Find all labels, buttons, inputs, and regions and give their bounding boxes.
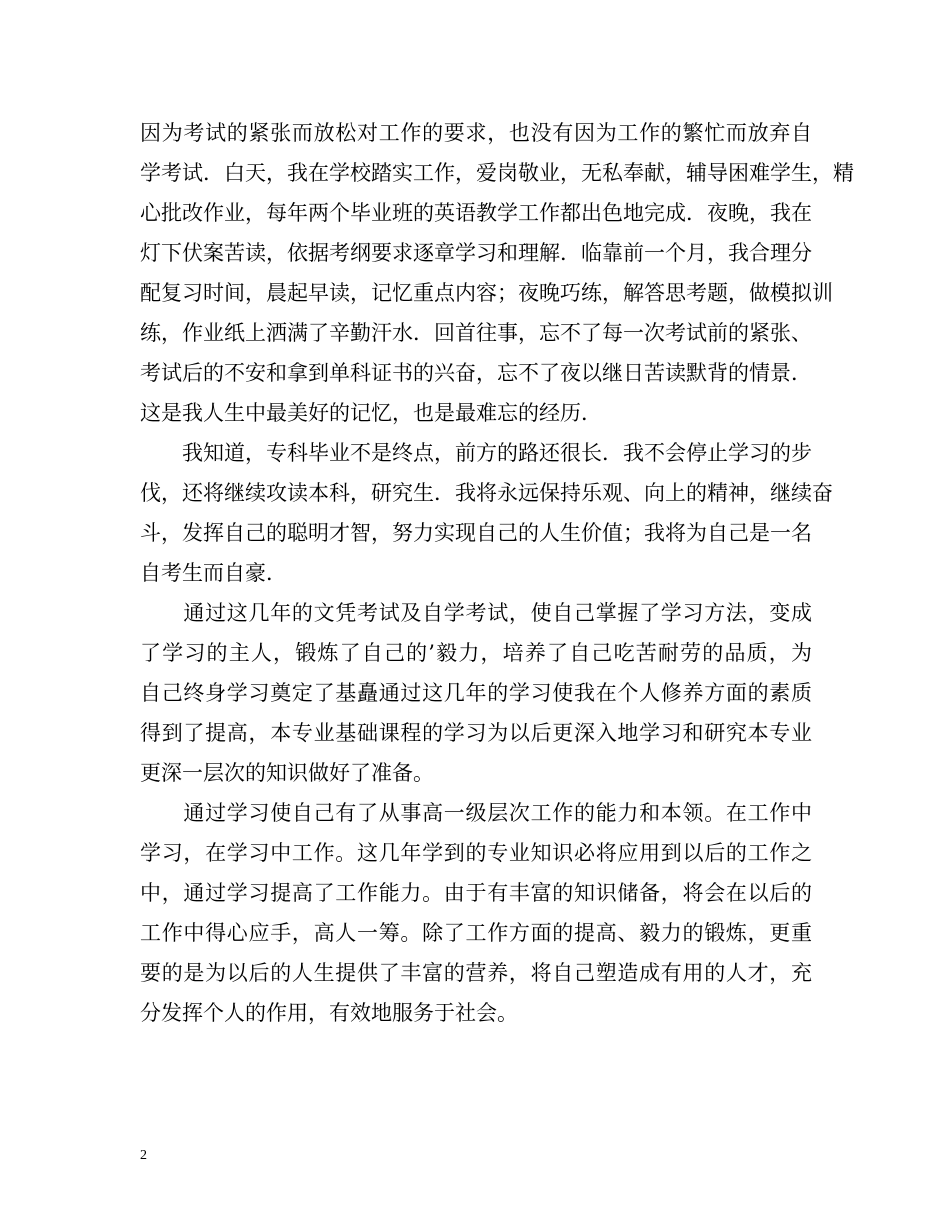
paragraph-exam-experience [140, 113, 854, 433]
text-line: 斗，发挥自己的聪明才智，努力实现自己的人生价值；我将为自己是一名 [140, 521, 812, 545]
text-line: 考试后的不安和拿到单科证书的兴奋，忘不了夜以继日苦读默背的情景． [140, 361, 812, 385]
text-line: 了学习的主人，锻炼了自己的’毅力，培养了自己吃苦耐劳的品质，为 [140, 641, 812, 665]
text-line: 中，通过学习提高了工作能力。由于有丰富的知识储备，将会在以后的 [140, 881, 812, 905]
text-line: 自己终身学习奠定了基矗通过这几年的学习使我在个人修养方面的素质 [140, 681, 812, 705]
text-line: 灯下伏案苦读，依据考纲要求逐章学习和理解．临靠前一个月，我合理分 [140, 241, 812, 265]
text-line: 学习，在学习中工作。这几年学到的专业知识必将应用到以后的工作之 [140, 841, 812, 865]
text-line: 伐，还将继续攻读本科，研究生．我将永远保持乐观、向上的精神，继续奋 [140, 481, 833, 505]
text-line: 我知道，专科毕业不是终点，前方的路还很长．我不会停止学习的步 [140, 441, 812, 465]
text-line: 通过学习使自己有了从事高一级层次工作的能力和本领。在工作中 [140, 801, 812, 825]
text-line: 配复习时间，晨起早读，记忆重点内容；夜晚巧练，解答思考题，做模拟训 [140, 281, 833, 305]
paragraph-learning-methods [140, 593, 812, 793]
paragraph-future-plans [140, 433, 833, 593]
text-line: 得到了提高，本专业基础课程的学习为以后更深入地学习和研究本专业 [140, 721, 812, 745]
text-line: 工作中得心应手，高人一筹。除了工作方面的提高、毅力的锻炼，更重 [140, 921, 812, 945]
text-line: 自考生而自豪． [140, 561, 287, 585]
page-number: 2 [140, 1148, 147, 1163]
text-line: 要的是为以后的人生提供了丰富的营养，将自己塑造成有用的人才，充 [140, 961, 812, 985]
document-body [140, 113, 854, 1033]
text-line: 学考试．白天，我在学校踏实工作，爱岗敬业，无私奉献，辅导困难学生，精 [140, 161, 854, 185]
text-line: 分发挥个人的作用，有效地服务于社会。 [140, 1001, 518, 1025]
text-line: 因为考试的紧张而放松对工作的要求，也没有因为工作的繁忙而放弃自 [140, 121, 812, 145]
text-line: 这是我人生中最美好的记忆，也是最难忘的经历． [140, 401, 602, 425]
text-line: 心批改作业，每年两个毕业班的英语教学工作都出色地完成．夜晚，我在 [140, 201, 812, 225]
text-line: 练，作业纸上洒满了辛勤汗水．回首往事，忘不了每一次考试前的紧张、 [140, 321, 812, 345]
paragraph-work-ability [140, 793, 812, 1033]
text-line: 更深一层次的知识做好了准备。 [140, 761, 434, 785]
text-line: 通过这几年的文凭考试及自学考试，使自己掌握了学习方法，变成 [140, 601, 812, 625]
